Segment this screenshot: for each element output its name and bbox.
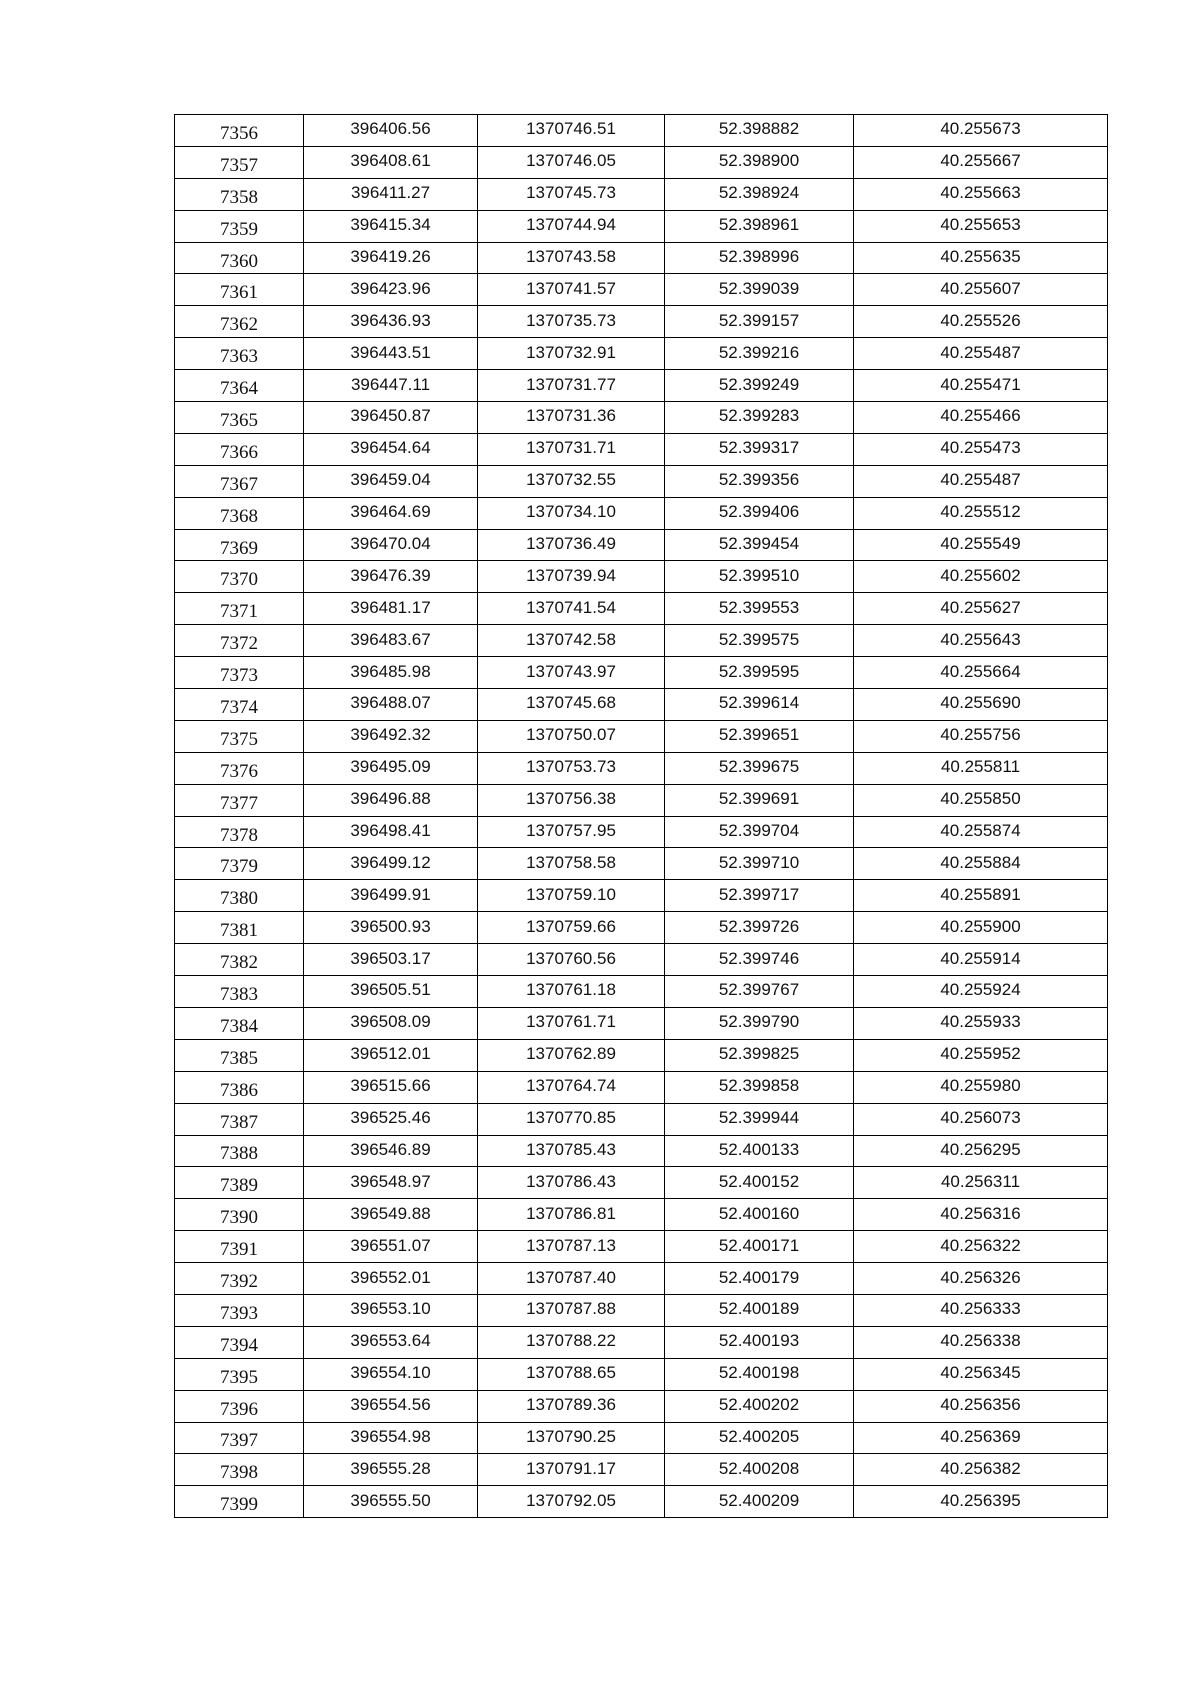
table-row xyxy=(175,1167,1108,1199)
y-coordinate-cell: 1370792.05 xyxy=(478,1486,665,1518)
y-coordinate-cell: 1370744.94 xyxy=(478,210,665,242)
latitude-cell: 52.399039 xyxy=(665,274,854,306)
point-number-cell: 7361 xyxy=(175,274,304,306)
x-coordinate-cell: 396552.01 xyxy=(304,1263,478,1295)
x-coordinate-cell: 396553.10 xyxy=(304,1294,478,1326)
y-coordinate-cell: 1370734.10 xyxy=(478,497,665,529)
longitude-cell: 40.256356 xyxy=(854,1390,1108,1422)
longitude-cell: 40.255850 xyxy=(854,784,1108,816)
point-number-cell: 7396 xyxy=(175,1390,304,1422)
y-coordinate-cell: 1370731.71 xyxy=(478,433,665,465)
table-row xyxy=(175,1326,1108,1358)
y-coordinate-cell: 1370756.38 xyxy=(478,784,665,816)
table-row xyxy=(175,976,1108,1008)
x-coordinate-cell: 396443.51 xyxy=(304,338,478,370)
table-row xyxy=(175,1454,1108,1486)
latitude-cell: 52.399767 xyxy=(665,976,854,1008)
latitude-cell: 52.399614 xyxy=(665,689,854,721)
point-number-cell: 7378 xyxy=(175,816,304,848)
x-coordinate-cell: 396464.69 xyxy=(304,497,478,529)
longitude-cell: 40.255602 xyxy=(854,561,1108,593)
longitude-cell: 40.255487 xyxy=(854,465,1108,497)
latitude-cell: 52.400133 xyxy=(665,1135,854,1167)
x-coordinate-cell: 396454.64 xyxy=(304,433,478,465)
table-row xyxy=(175,497,1108,529)
latitude-cell: 52.399157 xyxy=(665,306,854,338)
table-row xyxy=(175,465,1108,497)
y-coordinate-cell: 1370739.94 xyxy=(478,561,665,593)
latitude-cell: 52.400160 xyxy=(665,1199,854,1231)
point-number-cell: 7363 xyxy=(175,338,304,370)
point-number-cell: 7371 xyxy=(175,593,304,625)
table-row xyxy=(175,1390,1108,1422)
y-coordinate-cell: 1370745.68 xyxy=(478,689,665,721)
x-coordinate-cell: 396496.88 xyxy=(304,784,478,816)
x-coordinate-cell: 396419.26 xyxy=(304,242,478,274)
table-row xyxy=(175,848,1108,880)
longitude-cell: 40.256311 xyxy=(854,1167,1108,1199)
y-coordinate-cell: 1370762.89 xyxy=(478,1039,665,1071)
longitude-cell: 40.256316 xyxy=(854,1199,1108,1231)
x-coordinate-cell: 396548.97 xyxy=(304,1167,478,1199)
longitude-cell: 40.255471 xyxy=(854,370,1108,402)
y-coordinate-cell: 1370731.36 xyxy=(478,402,665,434)
latitude-cell: 52.399454 xyxy=(665,529,854,561)
y-coordinate-cell: 1370746.51 xyxy=(478,115,665,147)
table-row xyxy=(175,306,1108,338)
point-number-cell: 7359 xyxy=(175,210,304,242)
x-coordinate-cell: 396459.04 xyxy=(304,465,478,497)
table-row xyxy=(175,1294,1108,1326)
point-number-cell: 7369 xyxy=(175,529,304,561)
point-number-cell: 7390 xyxy=(175,1199,304,1231)
y-coordinate-cell: 1370746.05 xyxy=(478,146,665,178)
y-coordinate-cell: 1370787.13 xyxy=(478,1231,665,1263)
longitude-cell: 40.255756 xyxy=(854,720,1108,752)
table-row xyxy=(175,529,1108,561)
table-row xyxy=(175,720,1108,752)
point-number-cell: 7389 xyxy=(175,1167,304,1199)
table-row xyxy=(175,1135,1108,1167)
x-coordinate-cell: 396498.41 xyxy=(304,816,478,848)
x-coordinate-cell: 396492.32 xyxy=(304,720,478,752)
y-coordinate-cell: 1370741.57 xyxy=(478,274,665,306)
table-row xyxy=(175,561,1108,593)
longitude-cell: 40.256395 xyxy=(854,1486,1108,1518)
latitude-cell: 52.398882 xyxy=(665,115,854,147)
latitude-cell: 52.399858 xyxy=(665,1071,854,1103)
x-coordinate-cell: 396525.46 xyxy=(304,1103,478,1135)
y-coordinate-cell: 1370743.97 xyxy=(478,657,665,689)
y-coordinate-cell: 1370760.56 xyxy=(478,944,665,976)
x-coordinate-cell: 396555.28 xyxy=(304,1454,478,1486)
latitude-cell: 52.399575 xyxy=(665,625,854,657)
point-number-cell: 7382 xyxy=(175,944,304,976)
point-number-cell: 7362 xyxy=(175,306,304,338)
x-coordinate-cell: 396447.11 xyxy=(304,370,478,402)
point-number-cell: 7365 xyxy=(175,402,304,434)
table-row xyxy=(175,752,1108,784)
longitude-cell: 40.255663 xyxy=(854,178,1108,210)
latitude-cell: 52.399710 xyxy=(665,848,854,880)
x-coordinate-cell: 396481.17 xyxy=(304,593,478,625)
latitude-cell: 52.399717 xyxy=(665,880,854,912)
x-coordinate-cell: 396554.98 xyxy=(304,1422,478,1454)
x-coordinate-cell: 396408.61 xyxy=(304,146,478,178)
point-number-cell: 7372 xyxy=(175,625,304,657)
point-number-cell: 7393 xyxy=(175,1294,304,1326)
y-coordinate-cell: 1370770.85 xyxy=(478,1103,665,1135)
y-coordinate-cell: 1370758.58 xyxy=(478,848,665,880)
latitude-cell: 52.399746 xyxy=(665,944,854,976)
x-coordinate-cell: 396499.91 xyxy=(304,880,478,912)
table-row xyxy=(175,1263,1108,1295)
longitude-cell: 40.255673 xyxy=(854,115,1108,147)
longitude-cell: 40.255874 xyxy=(854,816,1108,848)
point-number-cell: 7379 xyxy=(175,848,304,880)
y-coordinate-cell: 1370759.10 xyxy=(478,880,665,912)
longitude-cell: 40.255884 xyxy=(854,848,1108,880)
point-number-cell: 7384 xyxy=(175,1007,304,1039)
table-row xyxy=(175,178,1108,210)
point-number-cell: 7397 xyxy=(175,1422,304,1454)
point-number-cell: 7377 xyxy=(175,784,304,816)
x-coordinate-cell: 396555.50 xyxy=(304,1486,478,1518)
point-number-cell: 7374 xyxy=(175,689,304,721)
latitude-cell: 52.400179 xyxy=(665,1263,854,1295)
latitude-cell: 52.399317 xyxy=(665,433,854,465)
table-row xyxy=(175,402,1108,434)
point-number-cell: 7395 xyxy=(175,1358,304,1390)
point-number-cell: 7357 xyxy=(175,146,304,178)
x-coordinate-cell: 396515.66 xyxy=(304,1071,478,1103)
point-number-cell: 7398 xyxy=(175,1454,304,1486)
y-coordinate-cell: 1370736.49 xyxy=(478,529,665,561)
latitude-cell: 52.399249 xyxy=(665,370,854,402)
y-coordinate-cell: 1370753.73 xyxy=(478,752,665,784)
y-coordinate-cell: 1370741.54 xyxy=(478,593,665,625)
y-coordinate-cell: 1370764.74 xyxy=(478,1071,665,1103)
table-row xyxy=(175,593,1108,625)
latitude-cell: 52.399553 xyxy=(665,593,854,625)
latitude-cell: 52.400205 xyxy=(665,1422,854,1454)
latitude-cell: 52.399726 xyxy=(665,912,854,944)
y-coordinate-cell: 1370790.25 xyxy=(478,1422,665,1454)
latitude-cell: 52.399825 xyxy=(665,1039,854,1071)
latitude-cell: 52.398961 xyxy=(665,210,854,242)
latitude-cell: 52.400189 xyxy=(665,1294,854,1326)
latitude-cell: 52.400209 xyxy=(665,1486,854,1518)
table-row xyxy=(175,242,1108,274)
table-row xyxy=(175,146,1108,178)
table-row xyxy=(175,912,1108,944)
longitude-cell: 40.256322 xyxy=(854,1231,1108,1263)
longitude-cell: 40.256333 xyxy=(854,1294,1108,1326)
table-row xyxy=(175,625,1108,657)
x-coordinate-cell: 396512.01 xyxy=(304,1039,478,1071)
table-row xyxy=(175,210,1108,242)
latitude-cell: 52.399283 xyxy=(665,402,854,434)
y-coordinate-cell: 1370788.65 xyxy=(478,1358,665,1390)
longitude-cell: 40.256338 xyxy=(854,1326,1108,1358)
y-coordinate-cell: 1370761.71 xyxy=(478,1007,665,1039)
longitude-cell: 40.255487 xyxy=(854,338,1108,370)
point-number-cell: 7385 xyxy=(175,1039,304,1071)
x-coordinate-cell: 396554.10 xyxy=(304,1358,478,1390)
x-coordinate-cell: 396476.39 xyxy=(304,561,478,593)
y-coordinate-cell: 1370731.77 xyxy=(478,370,665,402)
longitude-cell: 40.255627 xyxy=(854,593,1108,625)
point-number-cell: 7388 xyxy=(175,1135,304,1167)
table-row xyxy=(175,880,1108,912)
table-row xyxy=(175,1422,1108,1454)
y-coordinate-cell: 1370789.36 xyxy=(478,1390,665,1422)
longitude-cell: 40.255914 xyxy=(854,944,1108,976)
longitude-cell: 40.255980 xyxy=(854,1071,1108,1103)
y-coordinate-cell: 1370761.18 xyxy=(478,976,665,1008)
latitude-cell: 52.399216 xyxy=(665,338,854,370)
longitude-cell: 40.255933 xyxy=(854,1007,1108,1039)
x-coordinate-cell: 396485.98 xyxy=(304,657,478,689)
latitude-cell: 52.398996 xyxy=(665,242,854,274)
coordinate-table xyxy=(174,114,1108,1518)
x-coordinate-cell: 396553.64 xyxy=(304,1326,478,1358)
x-coordinate-cell: 396503.17 xyxy=(304,944,478,976)
table-row xyxy=(175,816,1108,848)
table-row xyxy=(175,689,1108,721)
point-number-cell: 7358 xyxy=(175,178,304,210)
longitude-cell: 40.255526 xyxy=(854,306,1108,338)
point-number-cell: 7360 xyxy=(175,242,304,274)
latitude-cell: 52.399691 xyxy=(665,784,854,816)
longitude-cell: 40.255512 xyxy=(854,497,1108,529)
x-coordinate-cell: 396406.56 xyxy=(304,115,478,147)
latitude-cell: 52.398924 xyxy=(665,178,854,210)
x-coordinate-cell: 396505.51 xyxy=(304,976,478,1008)
longitude-cell: 40.255473 xyxy=(854,433,1108,465)
x-coordinate-cell: 396483.67 xyxy=(304,625,478,657)
latitude-cell: 52.399704 xyxy=(665,816,854,848)
latitude-cell: 52.399510 xyxy=(665,561,854,593)
point-number-cell: 7375 xyxy=(175,720,304,752)
longitude-cell: 40.256382 xyxy=(854,1454,1108,1486)
x-coordinate-cell: 396495.09 xyxy=(304,752,478,784)
table-row xyxy=(175,338,1108,370)
point-number-cell: 7381 xyxy=(175,912,304,944)
longitude-cell: 40.256073 xyxy=(854,1103,1108,1135)
point-number-cell: 7391 xyxy=(175,1231,304,1263)
latitude-cell: 52.399790 xyxy=(665,1007,854,1039)
longitude-cell: 40.256295 xyxy=(854,1135,1108,1167)
latitude-cell: 52.400202 xyxy=(665,1390,854,1422)
longitude-cell: 40.255635 xyxy=(854,242,1108,274)
point-number-cell: 7370 xyxy=(175,561,304,593)
coordinate-table-body xyxy=(175,115,1108,1518)
table-row xyxy=(175,944,1108,976)
x-coordinate-cell: 396546.89 xyxy=(304,1135,478,1167)
x-coordinate-cell: 396508.09 xyxy=(304,1007,478,1039)
longitude-cell: 40.255952 xyxy=(854,1039,1108,1071)
y-coordinate-cell: 1370742.58 xyxy=(478,625,665,657)
table-row xyxy=(175,1199,1108,1231)
table-row xyxy=(175,1358,1108,1390)
longitude-cell: 40.255643 xyxy=(854,625,1108,657)
table-row xyxy=(175,1486,1108,1518)
table-row xyxy=(175,1231,1108,1263)
x-coordinate-cell: 396436.93 xyxy=(304,306,478,338)
longitude-cell: 40.255607 xyxy=(854,274,1108,306)
longitude-cell: 40.255900 xyxy=(854,912,1108,944)
y-coordinate-cell: 1370735.73 xyxy=(478,306,665,338)
longitude-cell: 40.256326 xyxy=(854,1263,1108,1295)
latitude-cell: 52.399595 xyxy=(665,657,854,689)
x-coordinate-cell: 396415.34 xyxy=(304,210,478,242)
y-coordinate-cell: 1370743.58 xyxy=(478,242,665,274)
latitude-cell: 52.399944 xyxy=(665,1103,854,1135)
latitude-cell: 52.399651 xyxy=(665,720,854,752)
table-row xyxy=(175,784,1108,816)
latitude-cell: 52.400193 xyxy=(665,1326,854,1358)
point-number-cell: 7373 xyxy=(175,657,304,689)
x-coordinate-cell: 396549.88 xyxy=(304,1199,478,1231)
point-number-cell: 7399 xyxy=(175,1486,304,1518)
longitude-cell: 40.255811 xyxy=(854,752,1108,784)
y-coordinate-cell: 1370787.88 xyxy=(478,1294,665,1326)
longitude-cell: 40.255690 xyxy=(854,689,1108,721)
x-coordinate-cell: 396488.07 xyxy=(304,689,478,721)
latitude-cell: 52.400152 xyxy=(665,1167,854,1199)
latitude-cell: 52.400208 xyxy=(665,1454,854,1486)
latitude-cell: 52.398900 xyxy=(665,146,854,178)
longitude-cell: 40.255549 xyxy=(854,529,1108,561)
point-number-cell: 7356 xyxy=(175,115,304,147)
table-row xyxy=(175,1039,1108,1071)
y-coordinate-cell: 1370786.43 xyxy=(478,1167,665,1199)
table-row xyxy=(175,657,1108,689)
x-coordinate-cell: 396423.96 xyxy=(304,274,478,306)
y-coordinate-cell: 1370785.43 xyxy=(478,1135,665,1167)
table-row xyxy=(175,115,1108,147)
x-coordinate-cell: 396411.27 xyxy=(304,178,478,210)
point-number-cell: 7392 xyxy=(175,1263,304,1295)
table-row xyxy=(175,1007,1108,1039)
x-coordinate-cell: 396551.07 xyxy=(304,1231,478,1263)
point-number-cell: 7387 xyxy=(175,1103,304,1135)
point-number-cell: 7376 xyxy=(175,752,304,784)
longitude-cell: 40.255653 xyxy=(854,210,1108,242)
point-number-cell: 7386 xyxy=(175,1071,304,1103)
latitude-cell: 52.400171 xyxy=(665,1231,854,1263)
table-row xyxy=(175,370,1108,402)
point-number-cell: 7367 xyxy=(175,465,304,497)
longitude-cell: 40.255664 xyxy=(854,657,1108,689)
x-coordinate-cell: 396470.04 xyxy=(304,529,478,561)
y-coordinate-cell: 1370759.66 xyxy=(478,912,665,944)
table-row xyxy=(175,274,1108,306)
y-coordinate-cell: 1370745.73 xyxy=(478,178,665,210)
y-coordinate-cell: 1370750.07 xyxy=(478,720,665,752)
y-coordinate-cell: 1370791.17 xyxy=(478,1454,665,1486)
longitude-cell: 40.255924 xyxy=(854,976,1108,1008)
y-coordinate-cell: 1370787.40 xyxy=(478,1263,665,1295)
point-number-cell: 7380 xyxy=(175,880,304,912)
longitude-cell: 40.255891 xyxy=(854,880,1108,912)
latitude-cell: 52.399356 xyxy=(665,465,854,497)
latitude-cell: 52.399406 xyxy=(665,497,854,529)
x-coordinate-cell: 396554.56 xyxy=(304,1390,478,1422)
point-number-cell: 7368 xyxy=(175,497,304,529)
table-row xyxy=(175,1103,1108,1135)
y-coordinate-cell: 1370732.55 xyxy=(478,465,665,497)
point-number-cell: 7383 xyxy=(175,976,304,1008)
longitude-cell: 40.255667 xyxy=(854,146,1108,178)
point-number-cell: 7394 xyxy=(175,1326,304,1358)
point-number-cell: 7366 xyxy=(175,433,304,465)
x-coordinate-cell: 396450.87 xyxy=(304,402,478,434)
table-row xyxy=(175,433,1108,465)
table-row xyxy=(175,1071,1108,1103)
x-coordinate-cell: 396500.93 xyxy=(304,912,478,944)
y-coordinate-cell: 1370757.95 xyxy=(478,816,665,848)
x-coordinate-cell: 396499.12 xyxy=(304,848,478,880)
latitude-cell: 52.399675 xyxy=(665,752,854,784)
y-coordinate-cell: 1370786.81 xyxy=(478,1199,665,1231)
longitude-cell: 40.255466 xyxy=(854,402,1108,434)
latitude-cell: 52.400198 xyxy=(665,1358,854,1390)
point-number-cell: 7364 xyxy=(175,370,304,402)
longitude-cell: 40.256345 xyxy=(854,1358,1108,1390)
y-coordinate-cell: 1370788.22 xyxy=(478,1326,665,1358)
y-coordinate-cell: 1370732.91 xyxy=(478,338,665,370)
longitude-cell: 40.256369 xyxy=(854,1422,1108,1454)
